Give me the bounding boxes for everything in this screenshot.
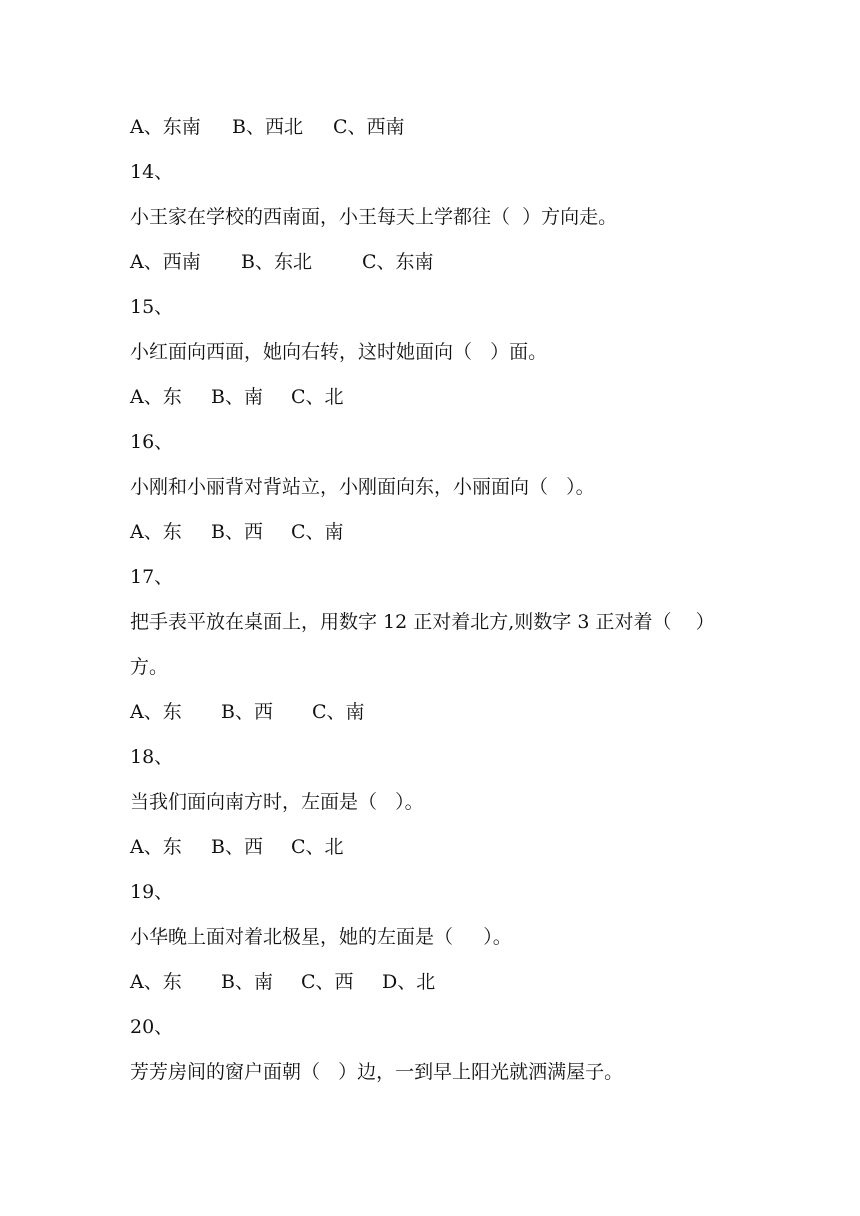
q15-number: 15、 <box>130 296 174 318</box>
q19-number: 19、 <box>130 881 174 903</box>
q14-number: 14、 <box>130 161 174 183</box>
q13-option-c: C、西南 <box>333 116 405 138</box>
q19-question: 小华晚上面对着北极星，她的左面是（ ）。 <box>130 926 512 948</box>
q20-number: 20、 <box>130 1016 174 1038</box>
q13-option-a: A、东南 <box>130 116 201 138</box>
q20-question: 芳芳房间的窗户面朝（ ）边，一到早上阳光就洒满屋子。 <box>130 1061 624 1083</box>
q15-option-c: C、北 <box>291 386 344 408</box>
q17-question-line1: 把手表平放在桌面上，用数字 12 正对着北方,则数字 3 正对着（ ） <box>130 611 715 633</box>
q13-option-b: B、西北 <box>232 116 303 138</box>
q14-option-b: B、东北 <box>241 251 312 273</box>
q18-question: 当我们面向南方时，左面是（ ）。 <box>130 791 424 813</box>
q17-number: 17、 <box>130 566 174 588</box>
q18-number: 18、 <box>130 746 174 768</box>
q17-option-a: A、东 <box>130 701 182 723</box>
q18-option-c: C、北 <box>291 836 344 858</box>
q17-option-c: C、南 <box>312 701 365 723</box>
q16-option-a: A、东 <box>130 521 182 543</box>
q16-question: 小刚和小丽背对背站立，小刚面向东，小丽面向（ ）。 <box>130 476 595 498</box>
q19-option-a: A、东 <box>130 971 182 993</box>
q18-option-a: A、东 <box>130 836 182 858</box>
q14-question: 小王家在学校的西南面，小王每天上学都往（ ）方向走。 <box>130 206 618 228</box>
q16-option-c: C、南 <box>291 521 344 543</box>
q16-option-b: B、西 <box>211 521 263 543</box>
q19-option-d: D、北 <box>382 971 436 993</box>
q16-number: 16、 <box>130 431 174 453</box>
q17-question-line2: 方。 <box>130 656 169 678</box>
q19-option-b: B、南 <box>221 971 273 993</box>
q17-option-b: B、西 <box>221 701 273 723</box>
q15-option-a: A、东 <box>130 386 182 408</box>
q15-question: 小红面向西面，她向右转，这时她面向（ ）面。 <box>130 341 548 363</box>
q15-option-b: B、南 <box>211 386 263 408</box>
q19-option-c: C、西 <box>301 971 354 993</box>
q14-option-c: C、东南 <box>362 251 434 273</box>
q14-option-a: A、西南 <box>130 251 201 273</box>
q18-option-b: B、西 <box>211 836 263 858</box>
